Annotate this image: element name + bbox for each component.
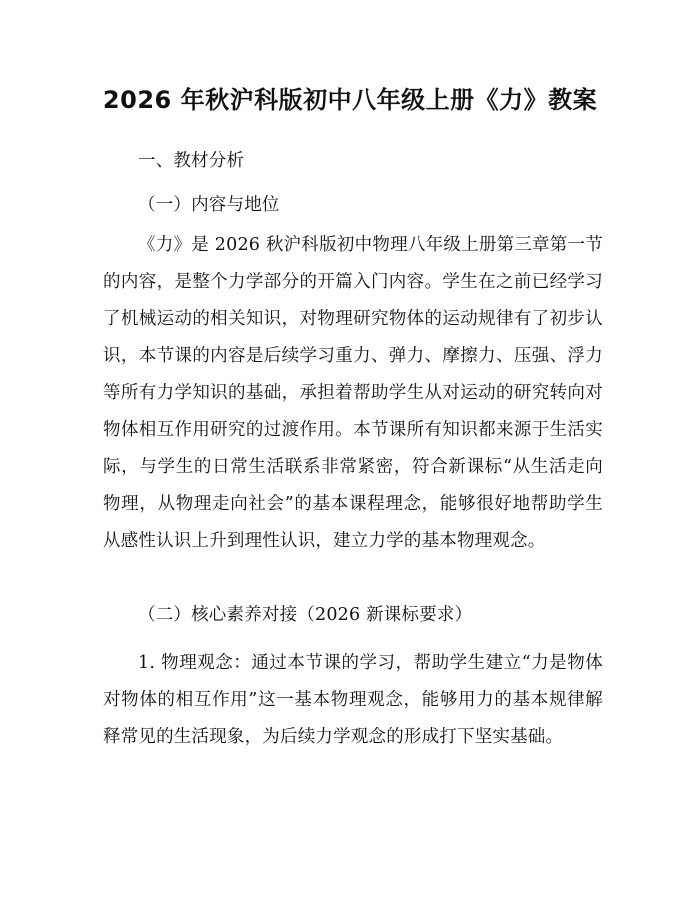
subsection-heading: （二）核心素养对接（2026 新课标要求） xyxy=(138,605,473,625)
document-title: 2026 年秋沪科版初中八年级上册《力》教案 xyxy=(102,86,598,114)
body-paragraph: 《力》是 2026 秋沪科版初中物理八年级上册第三章第一节的内容，是整个力学部分的开篇入门内容。学生在之前已经学习了机械运动的相关知识，对物理研究物体的运动规律有了初步认识，本节课的内容是后续学习重力、弹力、摩擦力、压强、浮力等所有力学知识的基础，承担着帮助学生从对运动的研究转向对物体相互作用研究的过渡作用。本节课所有知识都来源于生活实际，与学生的日常生活联系非常紧密，符合新课标“从生活走向物理，从物理走向社会”的基本课程理念，能够很好地帮助学生从感性认识上升到理性认识，建立力学的基本物理观念。 xyxy=(103,235,603,551)
body-paragraph: 1. 物理观念：通过本节课的学习，帮助学生建立“力是物体对物体的相互作用”这一基本物理观念，能够用力的基本规律解释常见的生活现象，为后续力学观念的形成打下坚实基础。 xyxy=(103,653,603,747)
section-heading: 一、教材分析 xyxy=(138,151,245,171)
subsection-heading: （一）内容与地位 xyxy=(138,195,280,215)
